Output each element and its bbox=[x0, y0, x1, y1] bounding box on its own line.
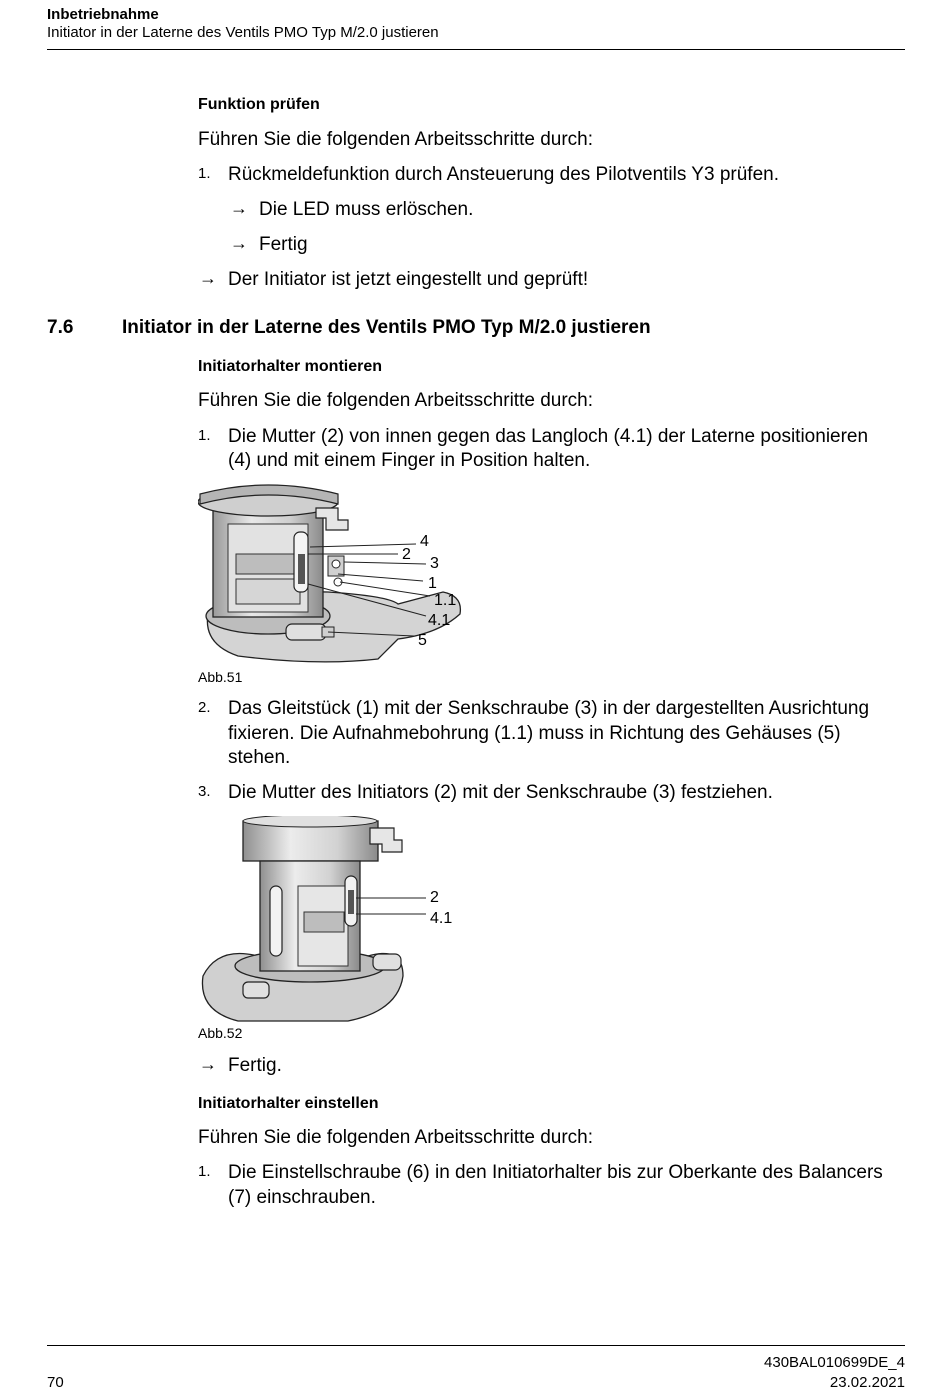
result-text: Fertig. bbox=[228, 1055, 282, 1076]
step-number: 3. bbox=[198, 783, 211, 800]
header-rule bbox=[47, 49, 905, 50]
intro-text: Führen Sie die folgenden Arbeitsschritte durch: bbox=[198, 129, 594, 150]
intro-text: Führen Sie die folgenden Arbeitsschritte durch: bbox=[198, 1127, 594, 1148]
intro-text: Führen Sie die folgenden Arbeitsschritte durch: bbox=[198, 390, 594, 411]
figure-52-caption: Abb.52 bbox=[198, 1025, 243, 1041]
heading-funktion-pruefen: Funktion prüfen bbox=[198, 96, 320, 113]
section-number: 7.6 bbox=[47, 317, 74, 338]
figure-51-callout: 1 bbox=[428, 575, 437, 592]
figure-52-valve-lantern bbox=[198, 816, 468, 1024]
heading-initiatorhalter-einstellen: Initiatorhalter einstellen bbox=[198, 1095, 379, 1112]
result-arrow-icon: → bbox=[199, 1054, 217, 1074]
step-number: 1. bbox=[198, 427, 211, 444]
result-arrow-icon: → bbox=[199, 268, 217, 288]
figure-51-callout: 4.1 bbox=[428, 612, 451, 629]
page-number: 70 bbox=[47, 1374, 64, 1391]
step-number: 1. bbox=[198, 1163, 211, 1180]
result-arrow-icon: → bbox=[230, 233, 248, 253]
step-text-line: Die Einstellschraube (6) in den Initiatorhalter bis zur Oberkante des Balancers bbox=[228, 1162, 883, 1183]
figure-51-callout: 3 bbox=[430, 555, 439, 572]
heading-initiatorhalter-montieren: Initiatorhalter montieren bbox=[198, 358, 383, 375]
figure-52-callout: 2 bbox=[430, 889, 439, 906]
step-text-line: Das Gleitstück (1) mit der Senkschraube (3) in der dargestellten Ausrichtung bbox=[228, 698, 870, 719]
figure-51-callout: 2 bbox=[402, 546, 411, 563]
document-date: 23.02.2021 bbox=[829, 1374, 905, 1391]
figure-51-caption: Abb.51 bbox=[198, 669, 243, 685]
result-text: Die LED muss erlöschen. bbox=[259, 199, 474, 220]
result-text: Fertig bbox=[259, 234, 308, 255]
section-title: Initiator in der Laterne des Ventils PMO Typ M/2.0 justieren bbox=[122, 317, 651, 338]
running-header-title: Inbetriebnahme bbox=[47, 6, 159, 23]
figure-51-valve-lantern bbox=[198, 484, 468, 666]
step-text-line: (4) und mit einem Finger in Position halten. bbox=[228, 450, 591, 471]
figure-51-callout: 1.1 bbox=[434, 592, 457, 609]
figure-52-callout: 4.1 bbox=[430, 910, 453, 927]
footer-rule bbox=[47, 1345, 905, 1346]
step-text: Rückmeldefunktion durch Ansteuerung des Pilotventils Y3 prüfen. bbox=[228, 164, 779, 185]
result-arrow-icon: → bbox=[230, 198, 248, 218]
final-result-text: Der Initiator ist jetzt eingestellt und geprüft! bbox=[228, 269, 589, 290]
step-number: 2. bbox=[198, 699, 211, 716]
figure-51-callout: 4 bbox=[420, 533, 429, 550]
step-text-line: stehen. bbox=[228, 747, 291, 768]
step-text: Die Mutter des Initiators (2) mit der Senkschraube (3) festziehen. bbox=[228, 782, 773, 803]
running-header-subtitle: Initiator in der Laterne des Ventils PMO Typ M/2.0 justieren bbox=[47, 24, 439, 41]
step-text-line: fixieren. Die Aufnahmebohrung (1.1) muss in Richtung des Gehäuses (5) bbox=[228, 723, 841, 744]
figure-51-callout: 5 bbox=[418, 632, 427, 649]
step-number: 1. bbox=[198, 165, 211, 182]
document-id: 430BAL010699DE_4 bbox=[764, 1354, 905, 1371]
step-text-line: Die Mutter (2) von innen gegen das Langloch (4.1) der Laterne positionieren bbox=[228, 426, 869, 447]
step-text-line: (7) einschrauben. bbox=[228, 1187, 376, 1208]
